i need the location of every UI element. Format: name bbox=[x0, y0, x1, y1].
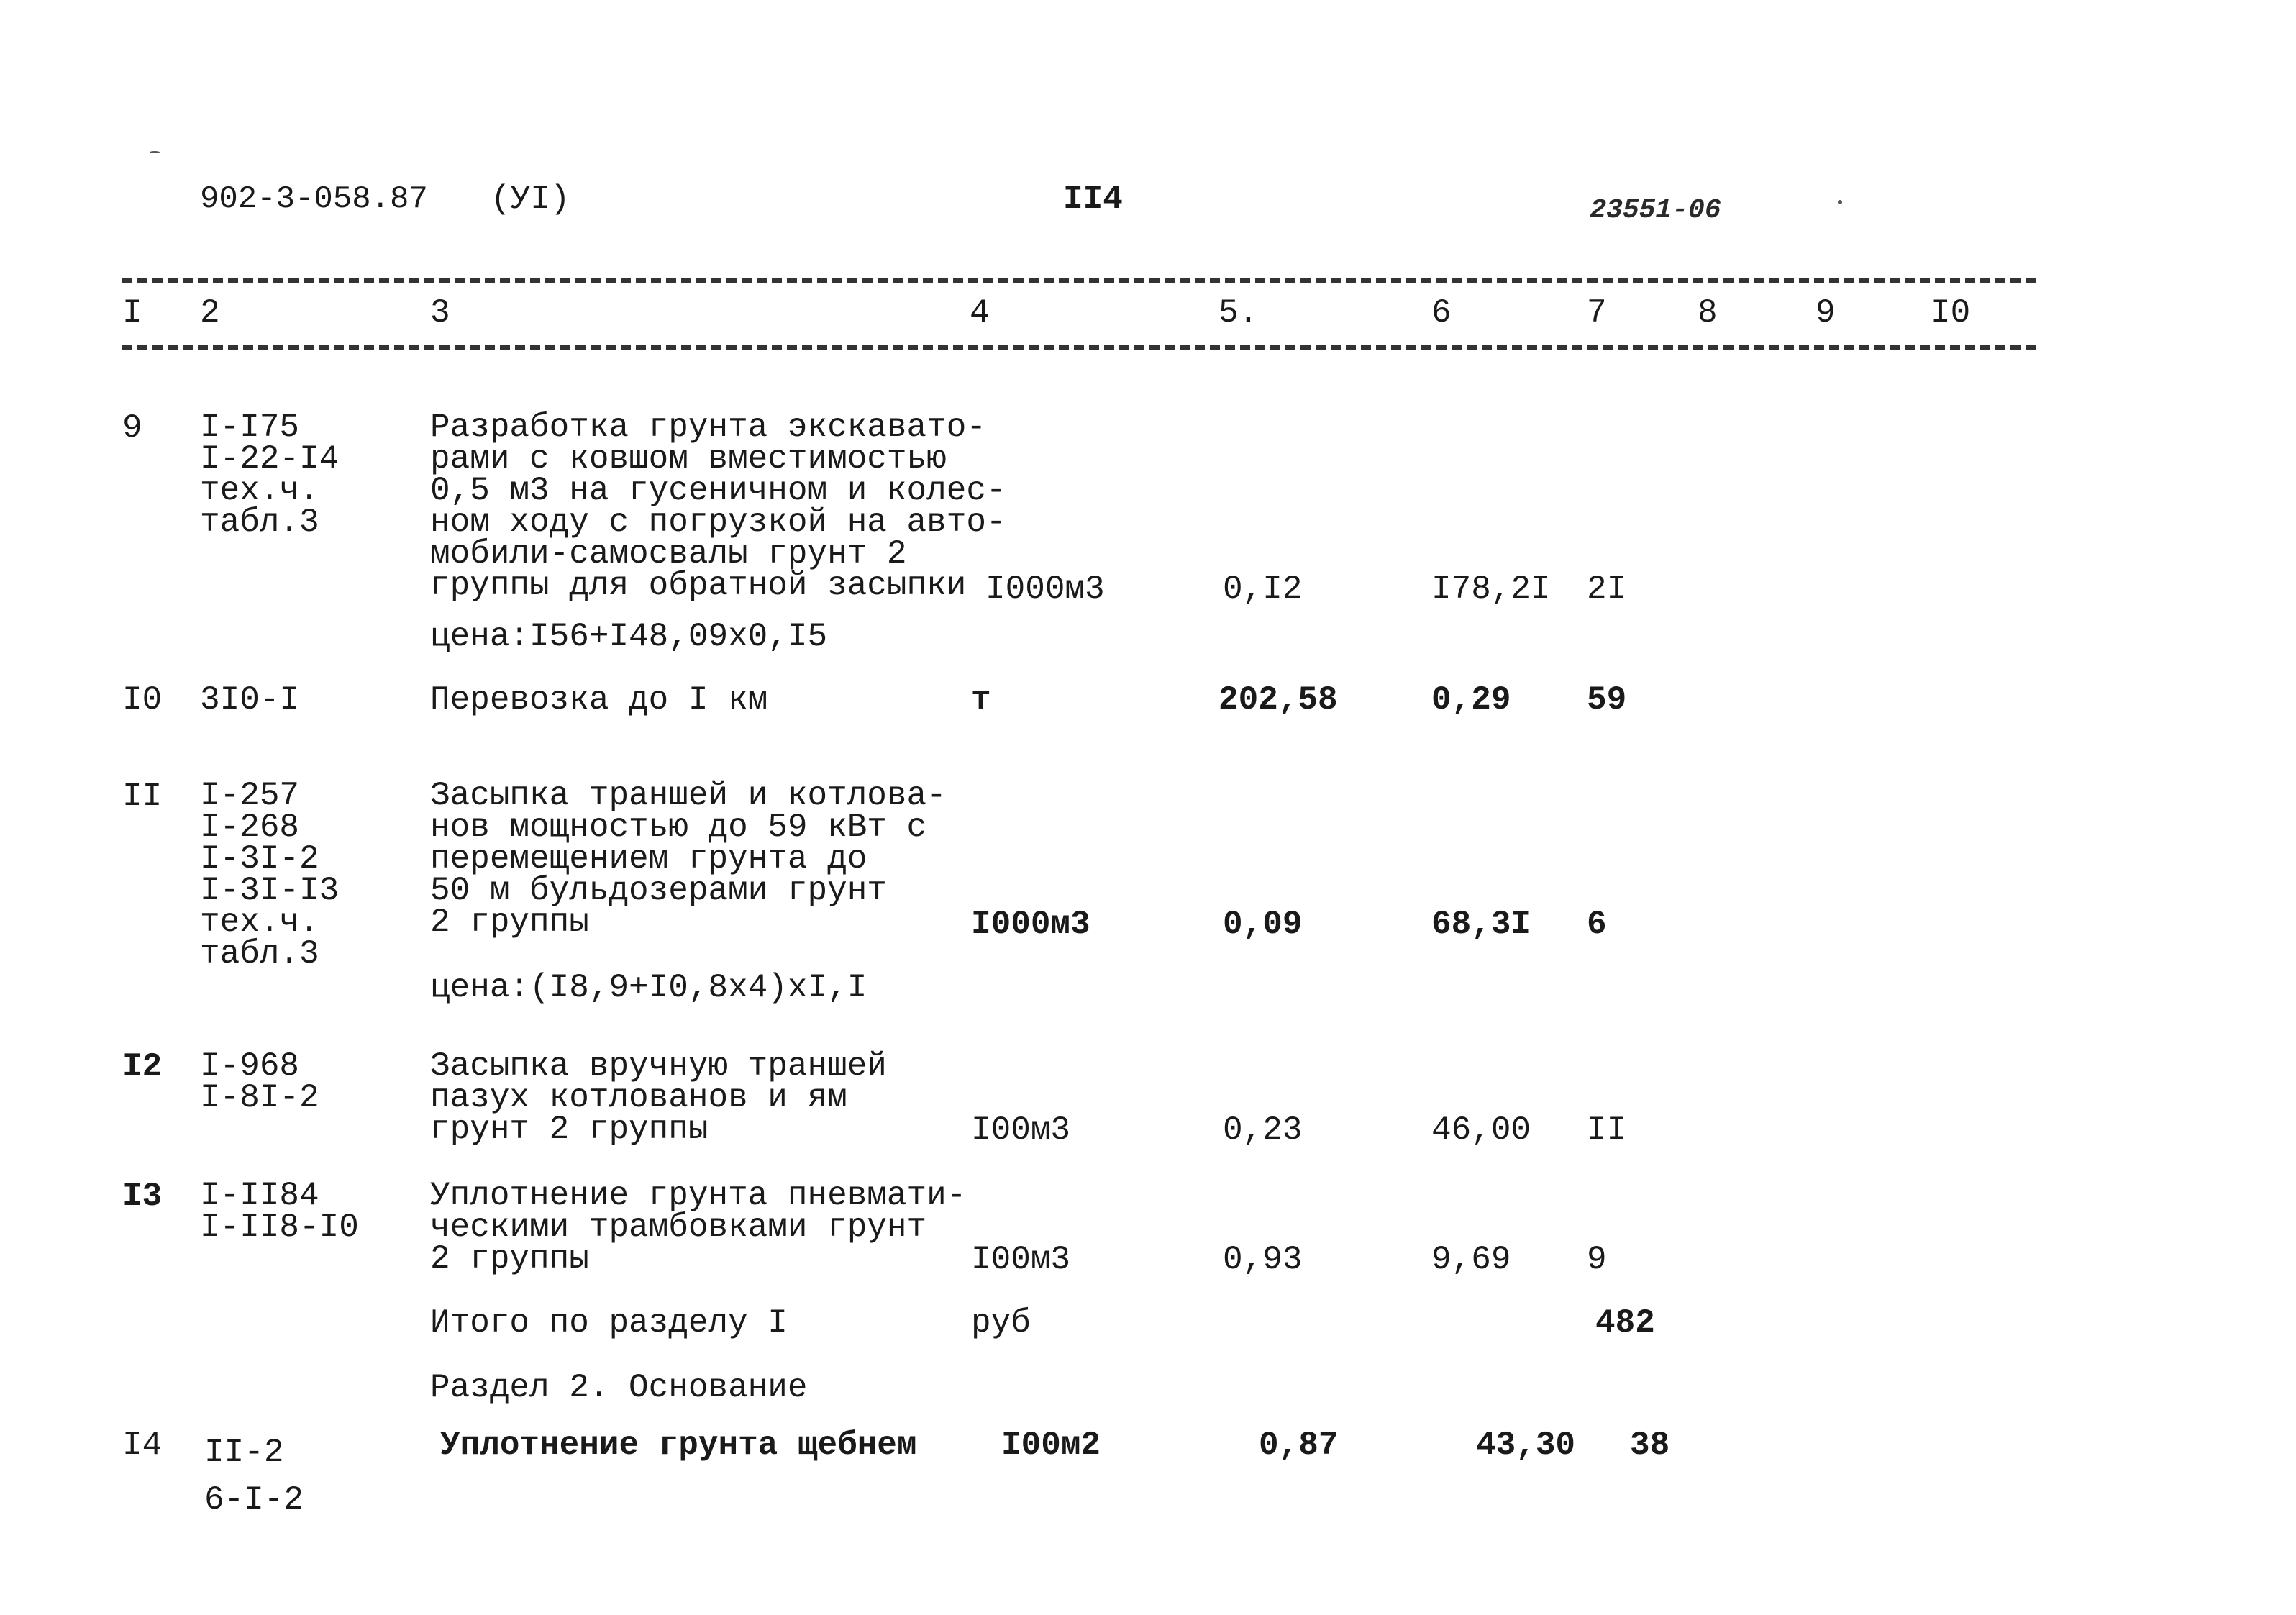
document-code: 902-3-058.87 bbox=[200, 181, 428, 217]
unit-of-measure: т bbox=[971, 681, 991, 719]
unit-price: I78,2I bbox=[1431, 570, 1551, 608]
column-header: 2 bbox=[200, 294, 220, 332]
column-header: 5. bbox=[1218, 294, 1259, 332]
total-cost: 6 bbox=[1587, 906, 1607, 943]
subtotal-total: 482 bbox=[1595, 1304, 1655, 1342]
quantity: 0,I2 bbox=[1223, 570, 1303, 608]
rate-code: I-I75 I-22-I4 тех.ч. табл.3 bbox=[200, 409, 340, 541]
quantity: 0,87 bbox=[1259, 1427, 1339, 1464]
unit-of-measure: I000м3 bbox=[985, 570, 1105, 608]
price-formula: цена:(I8,9+I0,8х4)хI,I bbox=[430, 969, 867, 1006]
unit-of-measure: I00м3 bbox=[971, 1111, 1071, 1149]
total-cost: II bbox=[1587, 1111, 1627, 1149]
quantity: 202,58 bbox=[1218, 681, 1338, 719]
work-description: Засыпка траншей и котлова- нов мощностью до 59 кВт с перемещением грунта до 50 м бульдозерами грунт 2 группы bbox=[430, 777, 947, 941]
volume-label: (УI) bbox=[491, 181, 570, 218]
table-header-bottom-rule bbox=[122, 345, 2036, 350]
row-number: I3 bbox=[122, 1178, 163, 1215]
work-description: Уплотнение грунта щебнем bbox=[440, 1427, 917, 1464]
unit-of-measure: I000м3 bbox=[971, 906, 1090, 943]
rate-code: I-II84 I-II8-I0 bbox=[200, 1177, 359, 1246]
unit-of-measure: I00м2 bbox=[1001, 1427, 1101, 1464]
ink-speck bbox=[1838, 200, 1842, 204]
archive-stamp: 23551-06 bbox=[1586, 195, 1725, 226]
column-header: 8 bbox=[1698, 294, 1718, 332]
rate-code: 3I0-I bbox=[200, 681, 300, 719]
page-number: II4 bbox=[1063, 181, 1123, 218]
column-header: I0 bbox=[1931, 294, 1971, 332]
row-number: II bbox=[122, 778, 163, 815]
column-header: I bbox=[122, 294, 142, 332]
quantity: 0,09 bbox=[1223, 906, 1303, 943]
row-number: I2 bbox=[122, 1048, 163, 1086]
quantity: 0,93 bbox=[1223, 1241, 1303, 1278]
column-header: 6 bbox=[1431, 294, 1452, 332]
rate-code: II-2 6-I-2 bbox=[204, 1434, 304, 1519]
column-header: 9 bbox=[1816, 294, 1836, 332]
work-description: Уплотнение грунта пневмати- ческими трамбовками грунт 2 группы bbox=[430, 1177, 967, 1278]
unit-price: 68,3I bbox=[1431, 906, 1531, 943]
unit-price: 0,29 bbox=[1431, 681, 1511, 719]
total-cost: 38 bbox=[1630, 1427, 1670, 1464]
section-heading: Раздел 2. Основание bbox=[430, 1369, 808, 1406]
total-cost: 59 bbox=[1587, 681, 1627, 719]
work-description: Разработка грунта экскавато- рами с ковшом вместимостью 0,5 м3 на гусеничном и колес- ном ходу с погрузкой на авто- мобили-самосвалы грунт 2 группы для обратной засыпки bbox=[430, 409, 1006, 604]
subtotal-label: Итого по разделу I bbox=[430, 1304, 788, 1342]
rate-code: I-968 I-8I-2 bbox=[200, 1047, 319, 1116]
column-header: 3 bbox=[430, 294, 450, 332]
row-number: I4 bbox=[122, 1427, 163, 1464]
ink-speck bbox=[150, 151, 160, 153]
rate-code: I-257 I-268 I-3I-2 I-3I-I3 тех.ч. табл.3 bbox=[200, 777, 340, 973]
row-number: I0 bbox=[122, 681, 163, 719]
work-description: Перевозка до I км bbox=[430, 681, 768, 719]
unit-of-measure: I00м3 bbox=[971, 1241, 1071, 1278]
unit-price: 9,69 bbox=[1431, 1241, 1511, 1278]
total-cost: 9 bbox=[1587, 1241, 1607, 1278]
row-number: 9 bbox=[122, 409, 142, 447]
total-cost: 2I bbox=[1587, 570, 1627, 608]
work-description: Засыпка вручную траншей пазух котлованов и ям грунт 2 группы bbox=[430, 1047, 887, 1148]
unit-price: 43,30 bbox=[1476, 1427, 1576, 1464]
unit-price: 46,00 bbox=[1431, 1111, 1531, 1149]
subtotal-unit: руб bbox=[971, 1304, 1031, 1342]
column-header: 4 bbox=[970, 294, 990, 332]
quantity: 0,23 bbox=[1223, 1111, 1303, 1149]
column-header: 7 bbox=[1587, 294, 1607, 332]
price-formula: цена:I56+I48,09х0,I5 bbox=[430, 618, 828, 655]
table-header-top-rule bbox=[122, 278, 2036, 283]
